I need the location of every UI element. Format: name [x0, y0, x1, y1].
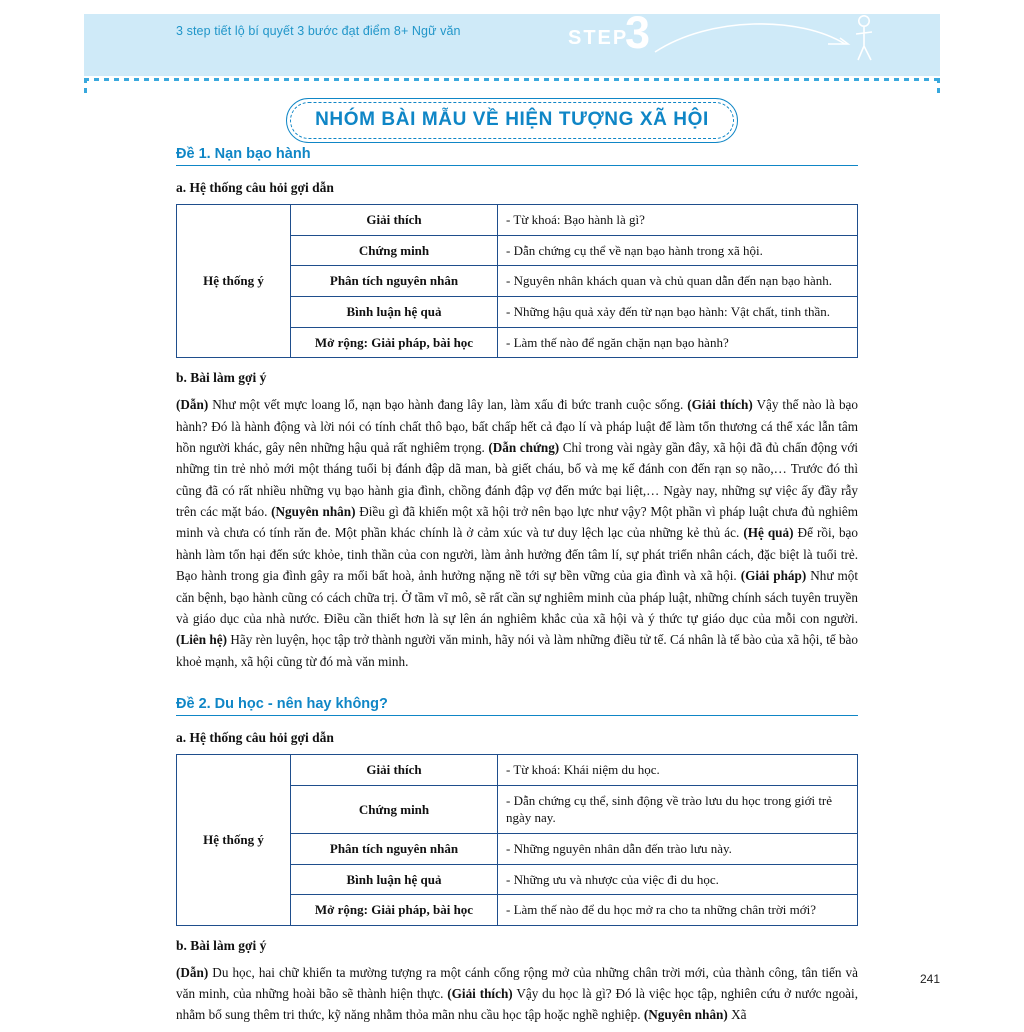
section-1-body: (Dẫn) Như một vết mực loang lổ, nạn bạo hành đang lây lan, làm xấu đi bức tranh cuộc sống. (Giải thích) Vậy thế nào là bạo hành? Đó là hành động và lời nói có tính chất thô bạo, bất chấp hết cả đạo lí và pháp luật để làm tổn thương cá thể xác lẫn tâm hồn người khác, gây nên những hậu quả rất nghiêm trọng. (Dẫn chứng) Chỉ trong vài ngày gần đây, xã hội đã đủ chấn động với những tin trẻ nhỏ mới một tháng tuổi bị đánh đập dã man, bà giết cháu, bố và mẹ kế đánh con đến rạn sọ não,… Trước đó thì cũng đã có rất nhiều những vụ bạo hành gia đình, chồng đánh đập vợ đến mức bại liệt,… Ngày nay, những sự việc ấy đầy rẫy trên các mặt báo. (Nguyên nhân) Điều gì đã khiến một xã hội trở nên bạo lực như vậy? Một phần vì pháp luật chưa đủ nghiêm minh và chưa có tính răn đe. Một phần khác chính là ở cảm xúc và tư duy lệch lạc của những kẻ thủ ác. (Hệ quả) Để rồi, bạo hành làm tổn hại đến sức khỏe, tinh thần của con người, làm ảnh hưởng đến tâm lí, sự phát triển nhân cách, đặc biệt là tuổi trẻ. Bạo hành trong gia đình gây ra mối bất hoà, ảnh hưởng nặng nề tới sự bền vững của gia đình và xã hội. (Giải pháp) Như một căn bệnh, bạo hành cũng có cách chữa trị. Ở tầm vĩ mô, sẽ rất cần sự nghiêm minh của pháp luật, những chính sách tuyên truyền và giáo dục của nhà nước. Điều cần thiết hơn là sự lên án nghiêm khắc của xã hội và ý thức tự giáo dục của mỗi con người. (Liên hệ) Hãy rèn luyện, học tập trở thành người văn minh, hãy nói và làm những điều tử tế. Cá nhân là tế bào của xã hội, tế bào khoẻ mạnh, xã hội cũng từ đó mà văn minh.: [176, 397, 859, 669]
section-1-part-a-label: a. Hệ thống câu hỏi gợi dẫn: [176, 180, 334, 196]
table-row-label: Bình luận hệ quả: [291, 297, 498, 328]
page-title-pill: [286, 98, 738, 143]
page-number: 241: [919, 972, 940, 986]
table-row-label: Chứng minh: [291, 785, 498, 833]
table-row-label: Mở rộng: Giải pháp, bài học: [291, 327, 498, 358]
table-row-label: Phân tích nguyên nhân: [291, 266, 498, 297]
table-row: [177, 755, 858, 786]
header-dashed-tick-left: [84, 78, 87, 94]
section-1: [176, 146, 858, 672]
table-row-value: - Từ khoá: Bạo hành là gì?: [498, 205, 858, 236]
section-2-rule: [176, 715, 858, 716]
header-dashed-tick-right: [937, 78, 940, 94]
section-gap: [176, 678, 858, 696]
table-row-value: - Những nguyên nhân dẫn đến trào lưu này.: [498, 834, 858, 865]
table-row-value: - Những ưu và nhược của việc đi du học.: [498, 864, 858, 895]
running-title: 3 step tiết lộ bí quyết 3 bước đạt điểm 8+ Ngữ văn: [176, 24, 461, 38]
section-2-body: (Dẫn) Du học, hai chữ khiến ta mường tượng ra một cánh cổng rộng mở của những chân trời mới, của thành công, tân tiến và văn minh, của những hoài bão sẽ thành hiện thực. (Giải thích) Vậy du học là gì? Đó là việc học tập, nghiên cứu ở nước ngoài, nhằm bổ sung thêm tri thức, kỹ năng nhằm thỏa mãn nhu cầu học tập hoặc nghề nghiệp. (Nguyên nhân) Xã: [176, 964, 858, 1023]
table-category-cell: Hệ thống ý: [177, 755, 291, 925]
table-row-label: Mở rộng: Giải pháp, bài học: [291, 895, 498, 926]
section-2: [176, 696, 858, 1026]
table-row-value: - Dẫn chứng cụ thể, sinh động về trào lưu du học trong giới trẻ ngày nay.: [498, 785, 858, 833]
page-title: NHÓM BÀI MẪU VỀ HIỆN TƯỢNG XÃ HỘI: [290, 102, 734, 139]
table-category-cell: Hệ thống ý: [177, 205, 291, 358]
header-dashed-rule: [84, 78, 940, 81]
table-row-value: - Dẫn chứng cụ thể về nạn bạo hành trong xã hội.: [498, 235, 858, 266]
table-row-value: - Làm thế nào để du học mở ra cho ta những chân trời mới?: [498, 895, 858, 926]
section-1-table: [176, 204, 858, 358]
page-title-wrap: [0, 98, 1024, 143]
table-row-label: Chứng minh: [291, 235, 498, 266]
table-row-label: Giải thích: [291, 755, 498, 786]
table-row: [177, 205, 858, 236]
table-row-value: - Những hậu quả xảy đến từ nạn bạo hành: Vật chất, tinh thần.: [498, 297, 858, 328]
section-2-table: [176, 754, 858, 925]
runner-decoration-icon: [650, 10, 900, 72]
section-1-rule: [176, 165, 858, 166]
table-row-value: - Từ khoá: Khái niệm du học.: [498, 755, 858, 786]
section-1-part-b-label: b. Bài làm gợi ý: [176, 370, 267, 386]
table-row-label: Phân tích nguyên nhân: [291, 834, 498, 865]
table-row-value: - Nguyên nhân khách quan và chủ quan dẫn đến nạn bạo hành.: [498, 266, 858, 297]
table-row-label: Giải thích: [291, 205, 498, 236]
content-column: [176, 146, 858, 1032]
section-2-heading: Đề 2. Du học - nên hay không?: [176, 696, 388, 712]
section-2-part-b-label: b. Bài làm gợi ý: [176, 937, 267, 953]
table-row-value: - Làm thế nào để ngăn chặn nạn bạo hành?: [498, 327, 858, 358]
section-1-heading: Đề 1. Nạn bạo hành: [176, 146, 311, 162]
step-number: 3: [625, 7, 651, 58]
step-word: STEP: [568, 27, 629, 49]
table-row-label: Bình luận hệ quả: [291, 864, 498, 895]
section-2-part-a-label: a. Hệ thống câu hỏi gợi dẫn: [176, 730, 334, 746]
